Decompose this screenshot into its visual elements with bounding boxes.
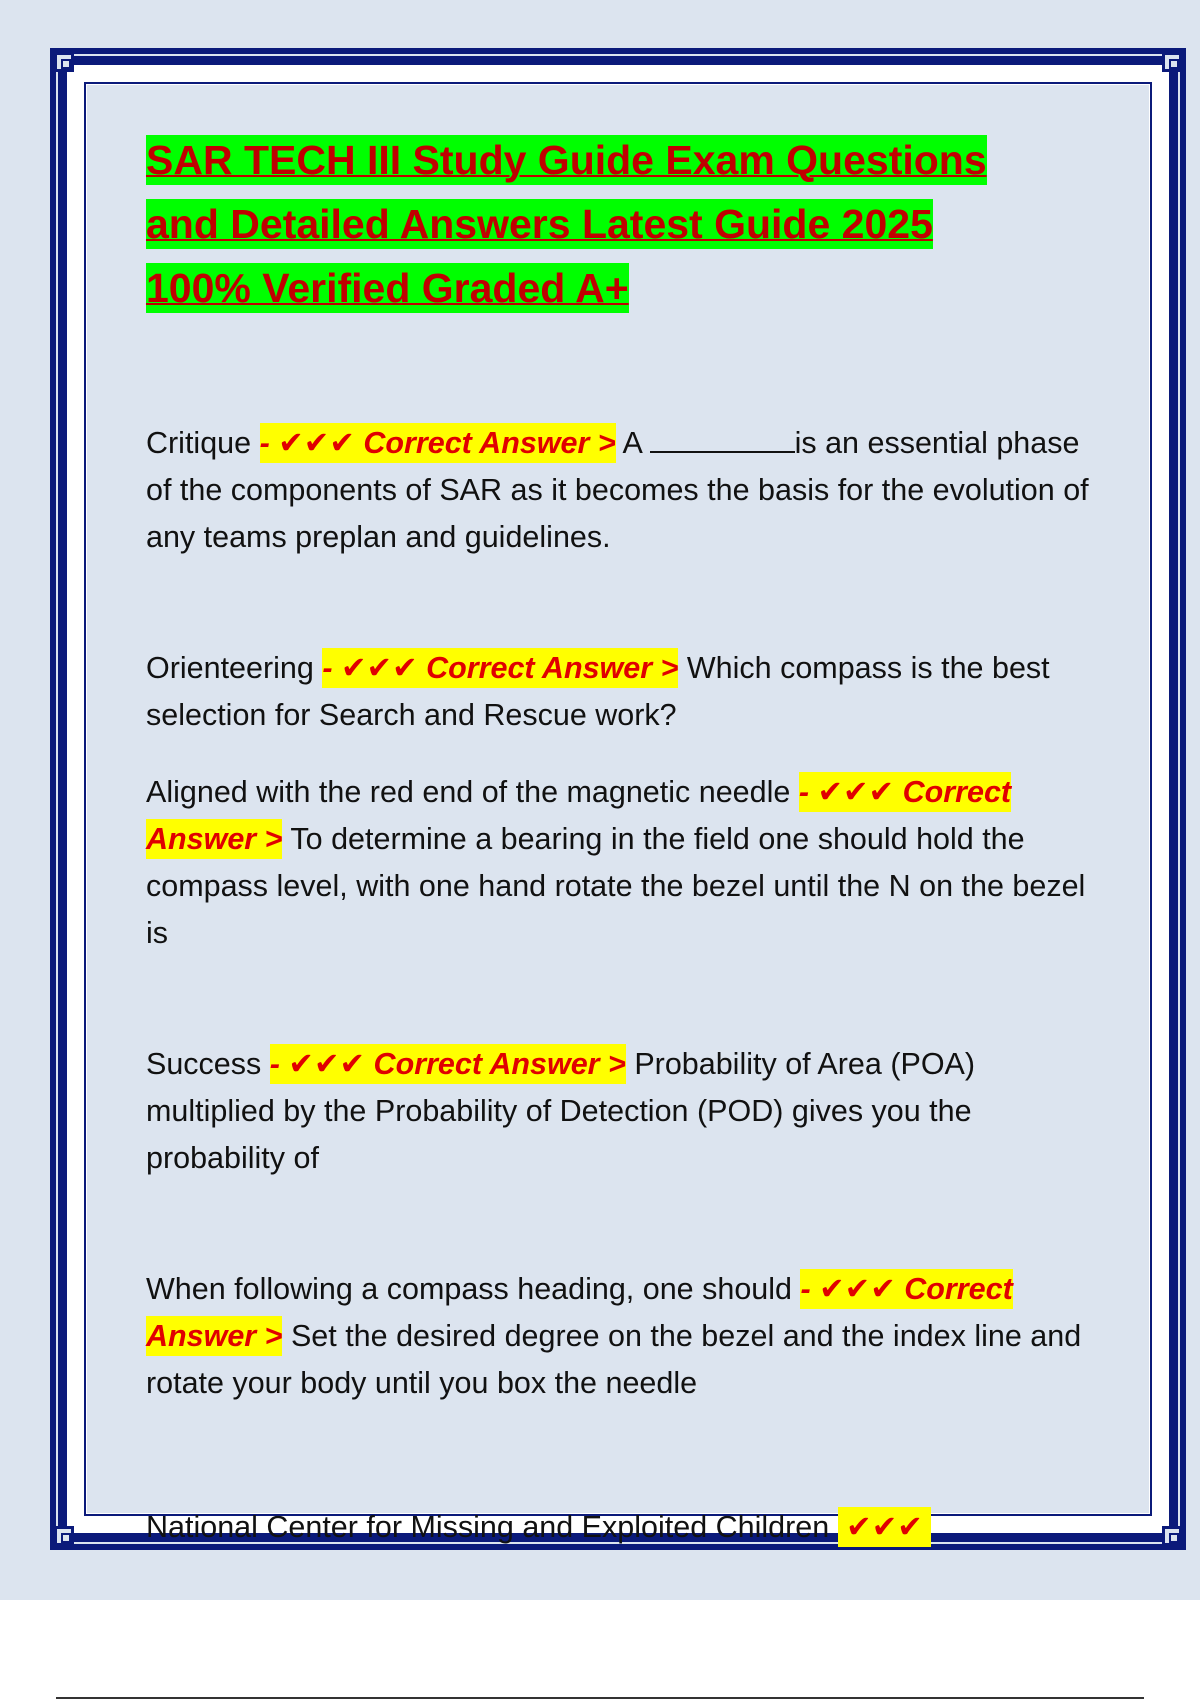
qa-text: Probability of Area (POA) multiplied by the Probability of Detection (POD) gives you the probability of [146,1047,976,1175]
qa-term: Aligned with the red end of the magnetic needle [146,775,791,809]
qa-term: Orienteering [146,651,314,685]
border-corner-ornament [1162,1526,1182,1546]
qa-term: When following a compass heading, one should [146,1272,792,1306]
cutoff-marker: ✔✔✔ [838,1507,932,1547]
document-title [146,128,1101,320]
qa-text: Which compass is the best selection for Search and Rescue work? [146,651,1050,732]
qa-item [146,420,1101,561]
qa-text: is an essential phase of the components of SAR as it becomes the basis for the evolution of any teams preplan and guidelines. [146,426,1089,554]
correct-answer-marker: - ✔✔✔ Correct Answer > [322,648,678,688]
title-line-2: and Detailed Answers Latest Guide 2025 [146,201,933,247]
border-corner-ornament [54,1526,74,1546]
title-line-1: SAR TECH III Study Guide Exam Questions [146,137,987,183]
title-line-3: 100% Verified Graded A+ [146,265,629,311]
fill-in-blank [650,425,795,453]
qa-item [146,1266,1101,1407]
border-corner-ornament [1162,52,1182,72]
border-corner-ornament [54,52,74,72]
cutoff-text: National Center for Missing and Exploited Children [146,1510,830,1544]
qa-text: To determine a bearing in the field one should hold the compass level, with one hand rotate the bezel until the N on the bezel is [146,822,1086,950]
qa-text-prefix: A [622,426,650,460]
qa-term: Critique [146,426,252,460]
correct-answer-marker: - ✔✔✔ Correct Answer > [146,1269,1013,1356]
correct-answer-marker: - ✔✔✔ Correct Answer > [260,423,616,463]
footer-rule [56,1697,1144,1699]
qa-item [146,645,1101,739]
document-body [146,128,1101,1407]
qa-term: Success [146,1047,262,1081]
qa-item [146,1041,1101,1182]
correct-answer-marker: - ✔✔✔ Correct Answer > [146,772,1011,859]
cutoff-next-item [146,1510,1046,1560]
correct-answer-marker: - ✔✔✔ Correct Answer > [270,1044,626,1084]
qa-text: Set the desired degree on the bezel and the index line and rotate your body until you box the needle [146,1319,1082,1400]
qa-item [146,769,1101,957]
